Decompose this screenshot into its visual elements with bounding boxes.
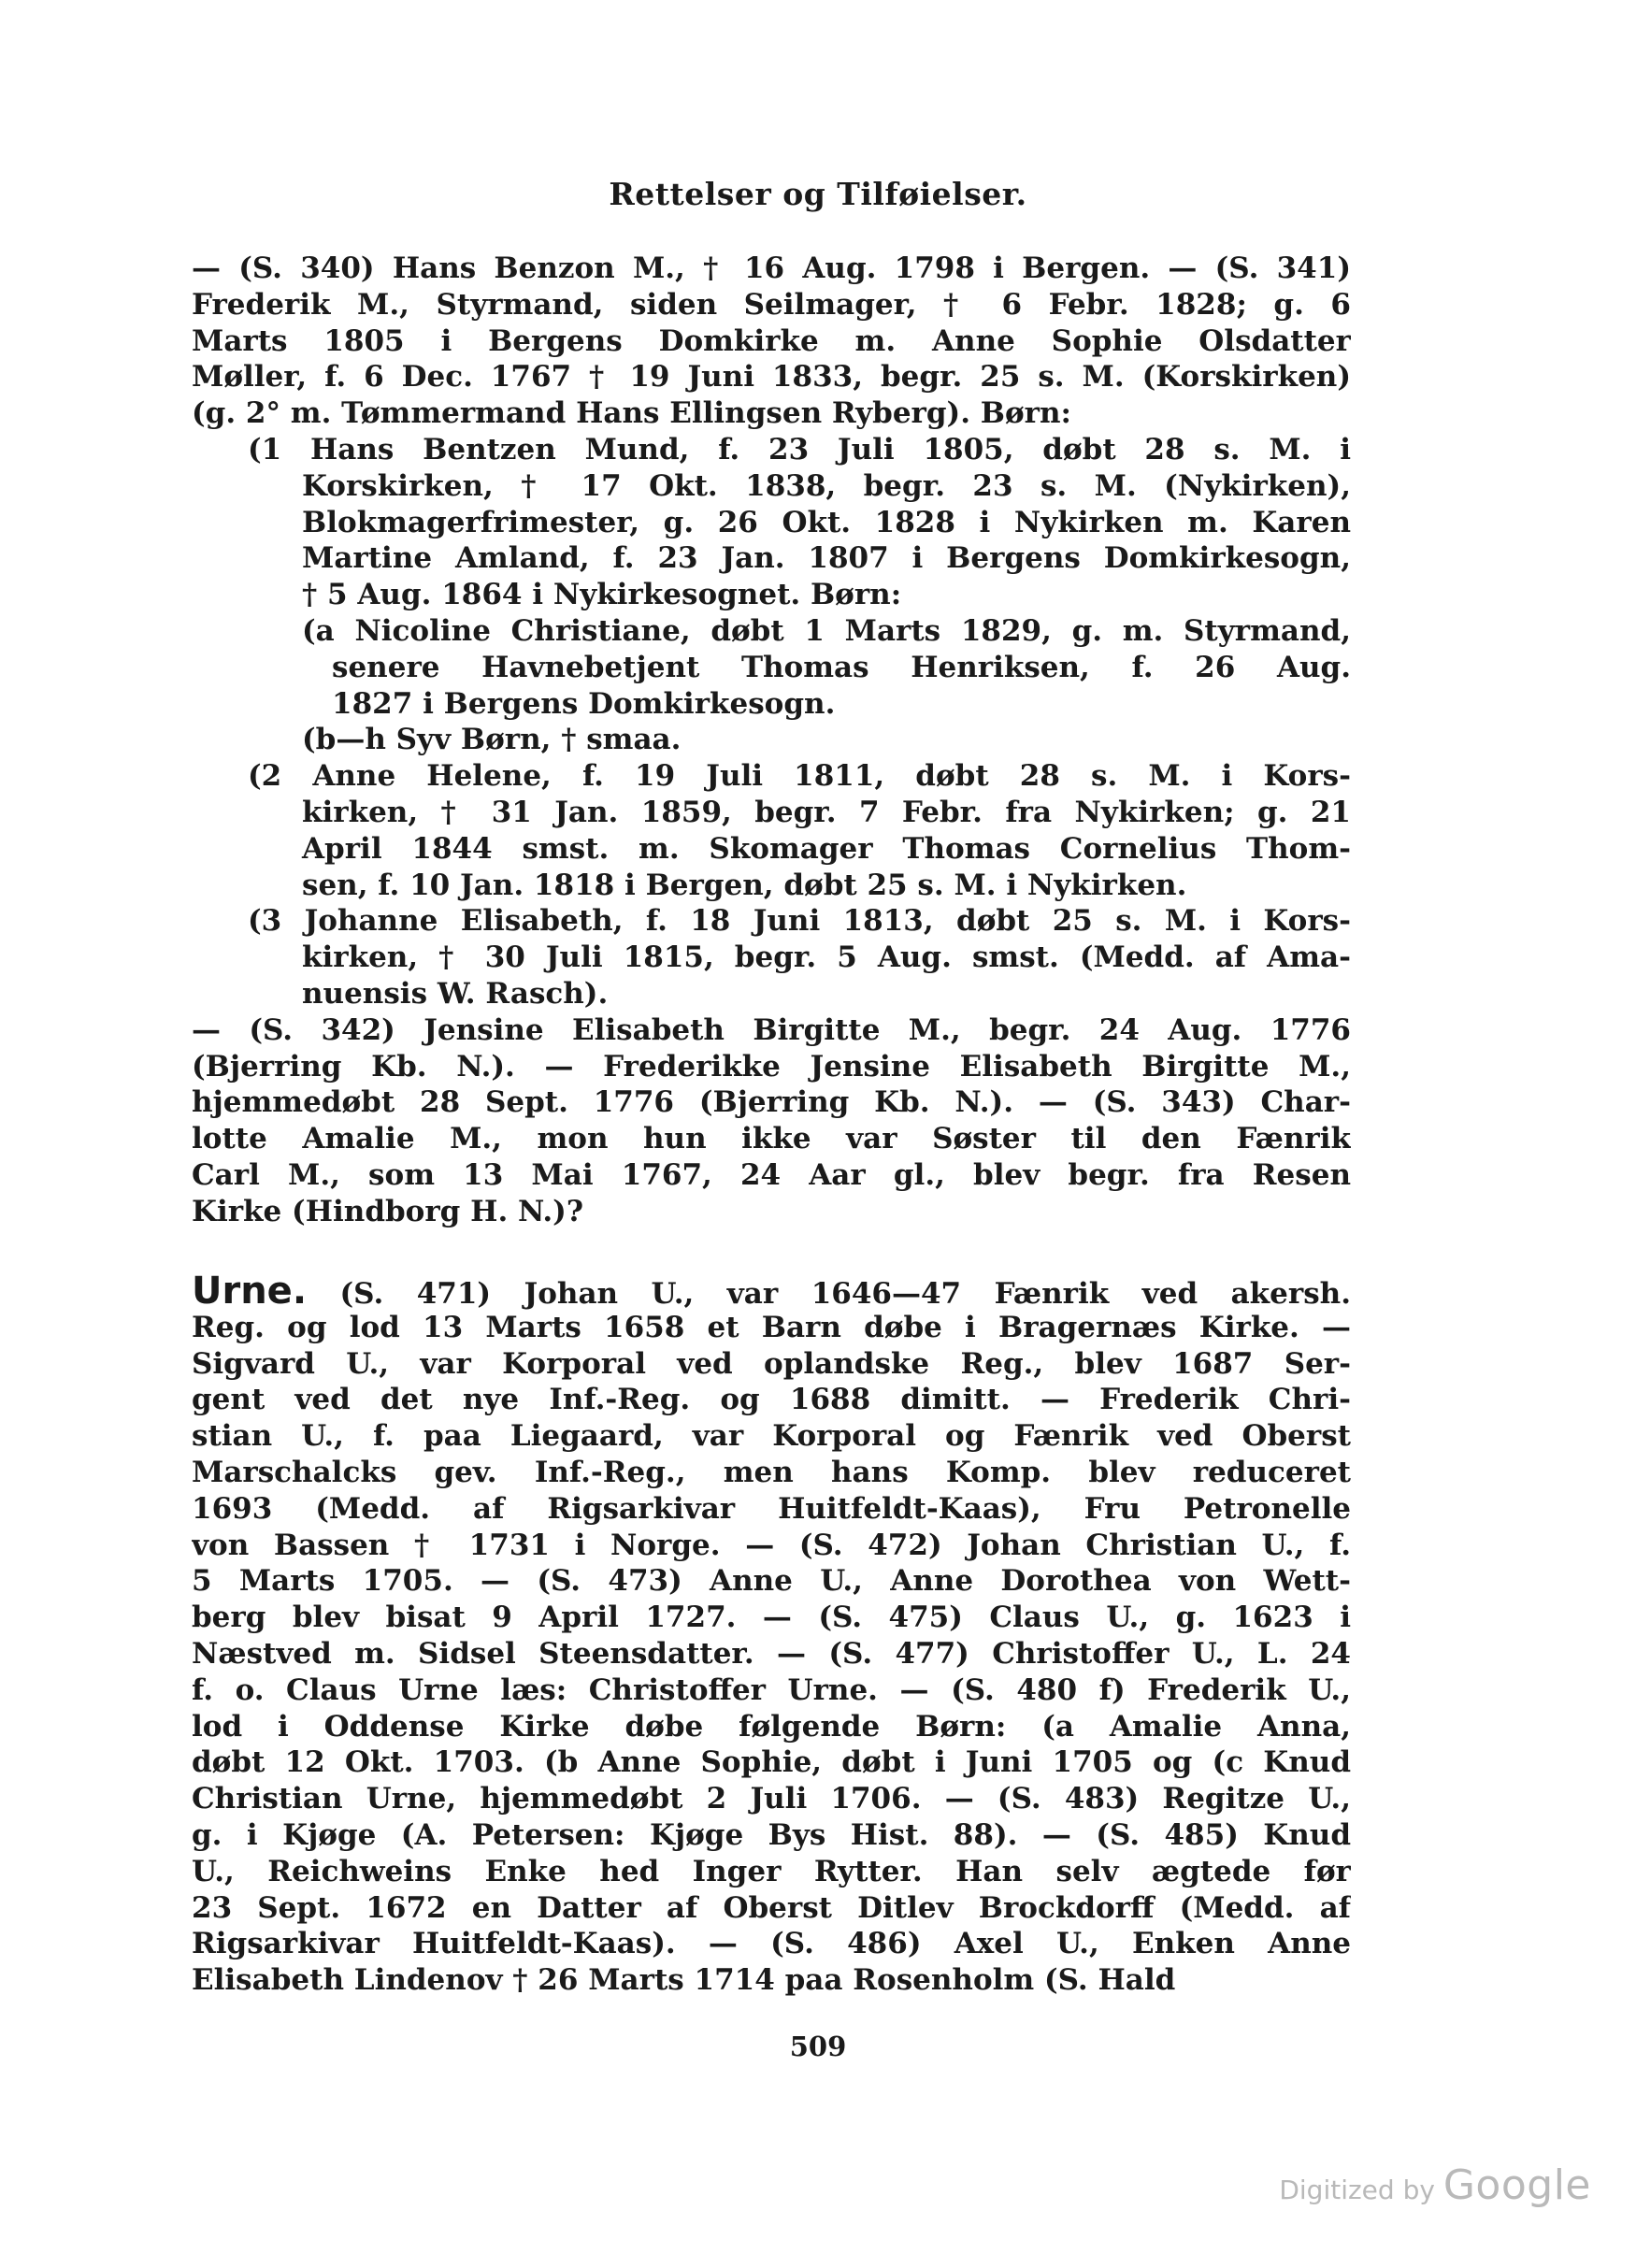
text-line: (b—h Syv Børn, † smaa. <box>302 723 682 757</box>
text-line: 5 Marts 1705. — (S. 473) Anne U., Anne Dorothea von Wett- <box>192 1564 1351 1599</box>
text-line: — (S. 340) Hans Benzon M., † 16 Aug. 1798 i Bergen. — (S. 341) <box>192 251 1351 285</box>
text-line: 23 Sept. 1672 en Datter af Oberst Ditlev Brockdorff (Medd. af <box>192 1890 1351 1925</box>
text-line: Sigvard U., var Korporal ved oplandske Reg., blev 1687 Ser- <box>192 1346 1351 1381</box>
text-line: (1 Hans Bentzen Mund, f. 23 Juli 1805, døbt 28 s. M. i <box>248 432 1351 467</box>
text-line: Møller, f. 6 Dec. 1767 † 19 Juni 1833, begr. 25 s. M. (Korskirken) <box>192 360 1351 395</box>
text-line: stian U., f. paa Liegaard, var Korporal og Fænrik ved Oberst <box>192 1419 1351 1454</box>
text-line: kirken, † 30 Juli 1815, begr. 5 Aug. smst. (Medd. af Ama- <box>302 940 1351 975</box>
text-line: Rigsarkivar Huitfeldt-Kaas). — (S. 486) Axel U., Enken Anne <box>192 1927 1351 1961</box>
text-line: Martine Amland, f. 23 Jan. 1807 i Bergens Domkirkesogn, <box>302 541 1351 576</box>
text-line: 1693 (Medd. af Rigsarkivar Huitfeldt-Kaas), Fru Petronelle <box>192 1491 1351 1526</box>
text-line: berg blev bisat 9 April 1727. — (S. 475) Claus U., g. 1623 i <box>192 1601 1351 1635</box>
text-line: Christian Urne, hjemmedøbt 2 Juli 1706. — (S. 483) Regitze U., <box>192 1782 1351 1816</box>
text-line: Blokmagerfrimester, g. 26 Okt. 1828 i Nykirken m. Karen <box>302 505 1351 539</box>
text-line: døbt 12 Okt. 1703. (b Anne Sophie, døbt i Juni 1705 og (c Knud <box>192 1745 1351 1780</box>
text-line: sen, f. 10 Jan. 1818 i Bergen, døbt 25 s. M. i Nykirken. <box>302 868 1187 902</box>
running-header: Rettelser og Tilføielser. <box>609 176 1027 212</box>
text-line: Reg. og lod 13 Marts 1658 et Barn døbe i Bragernæs Kirke. — <box>192 1310 1351 1344</box>
text-line: f. o. Claus Urne læs: Christoffer Urne. — (S. 480 f) Frederik U., <box>192 1672 1351 1707</box>
text-line: Marschalcks gev. Inf.-Reg., men hans Komp. blev reduceret <box>192 1455 1351 1489</box>
text-line: Marts 1805 i Bergens Domkirke m. Anne Sophie Olsdatter <box>192 323 1351 358</box>
text-line: Carl M., som 13 Mai 1767, 24 Aar gl., blev begr. fra Resen <box>192 1157 1351 1192</box>
text-line: U., Reichweins Enke hed Inger Rytter. Han selv ægtede før <box>192 1854 1351 1888</box>
text-line: (g. 2° m. Tømmermand Hans Ellingsen Ryberg). Børn: <box>192 396 1071 431</box>
text-line: Korskirken, † 17 Okt. 1838, begr. 23 s. M. (Nykirken), <box>302 468 1351 503</box>
text-line: Næstved m. Sidsel Steensdatter. — (S. 477) Christoffer U., L. 24 <box>192 1636 1351 1671</box>
text-line: (2 Anne Helene, f. 19 Juli 1811, døbt 28 s. M. i Kors- <box>248 759 1351 794</box>
text-line: von Bassen † 1731 i Norge. — (S. 472) Johan Christian U., f. <box>192 1528 1351 1562</box>
text-line: Frederik M., Styrmand, siden Seilmager, † 6 Febr. 1828; g. 6 <box>192 287 1351 322</box>
text-line: — (S. 342) Jensine Elisabeth Birgitte M., begr. 24 Aug. 1776 <box>192 1012 1351 1047</box>
watermark-prefix: Digitized by <box>1279 2175 1435 2205</box>
corrections-block-urne <box>192 1273 1351 1999</box>
text-line: Kirke (Hindborg H. N.)? <box>192 1194 583 1228</box>
text-line: kirken, † 31 Jan. 1859, begr. 7 Febr. fra Nykirken; g. 21 <box>302 795 1351 829</box>
text-line: (a Nicoline Christiane, døbt 1 Marts 1829, g. m. Styrmand, <box>302 613 1351 648</box>
text-line: lod i Oddense Kirke døbe følgende Børn: (a Amalie Anna, <box>192 1709 1351 1744</box>
text-line: g. i Kjøge (A. Petersen: Kjøge Bys Hist. 88). — (S. 485) Knud <box>192 1817 1351 1852</box>
page-number: 509 <box>789 2031 847 2062</box>
text-line <box>192 1273 1351 1310</box>
entry-first-line: (S. 471) Johan U., var 1646—47 Fænrik ved akersh. <box>339 1277 1351 1310</box>
text-line: gent ved det nye Inf.-Reg. og 1688 dimitt. — Frederik Chri- <box>192 1383 1351 1417</box>
text-line: Elisabeth Lindenov † 26 Marts 1714 paa Rosenholm (S. Hald <box>192 1963 1176 1998</box>
text-line: nuensis W. Rasch). <box>302 976 609 1011</box>
text-line: April 1844 smst. m. Skomager Thomas Cornelius Thom- <box>302 831 1351 866</box>
text-line: lotte Amalie M., mon hun ikke var Søster til den Fænrik <box>192 1122 1351 1156</box>
entry-lemma: Urne. <box>192 1273 308 1310</box>
text-line: 1827 i Bergens Domkirkesogn. <box>332 686 836 721</box>
text-line: (Bjerring Kb. N.). — Frederikke Jensine Elisabeth Birgitte M., <box>192 1049 1351 1084</box>
text-line: (3 Johanne Elisabeth, f. 18 Juni 1813, døbt 25 s. M. i Kors- <box>248 904 1351 939</box>
text-line: † 5 Aug. 1864 i Nykirkesognet. Børn: <box>302 578 902 612</box>
digitized-watermark <box>1279 2161 1591 2209</box>
google-logo-text: Google <box>1442 2161 1591 2209</box>
text-line: senere Havnebetjent Thomas Henriksen, f. 26 Aug. <box>332 650 1351 684</box>
text-line: hjemmedøbt 28 Sept. 1776 (Bjerring Kb. N.). — (S. 343) Char- <box>192 1085 1351 1120</box>
corrections-block-mund <box>192 251 1351 1230</box>
